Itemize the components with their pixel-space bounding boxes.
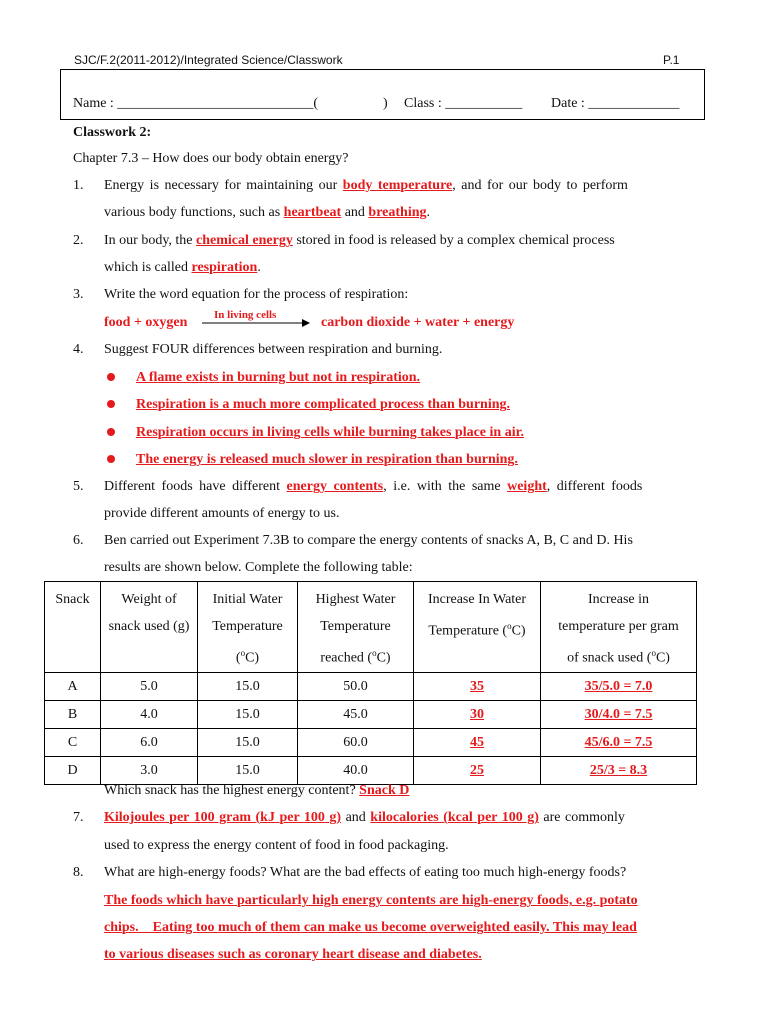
q5-line2: provide different amounts of energy to us. [104,506,340,521]
cell-increase: 45 [414,728,541,756]
chapter-heading: Chapter 7.3 – How does our body obtain energy? [73,151,349,166]
difference-4: The energy is released much slower in respiration than burning. [136,452,518,467]
class-field: Class : ___________ [404,96,523,111]
answer-body-temperature: body temperature [342,178,453,193]
q6-line2: results are shown below. Complete the following table: [104,560,413,575]
table-row [45,672,697,700]
bullet-icon [107,428,115,436]
cell-weight: 6.0 [101,728,198,756]
cell-weight: 3.0 [101,756,198,784]
q8-answer-line3: to various diseases such as coronary heart disease and diabetes. [104,947,482,962]
q8-number: 8. [73,865,84,880]
equation-reactants: food + oxygen [104,315,188,330]
table-header-row [45,582,697,673]
q7-line1: Kilojoules per 100 gram (kJ per 100 g) and kilocalories (kcal per 100 g) are commonly [104,810,625,825]
cell-per-gram: 35/5.0 = 7.0 [541,672,697,700]
cell-initial: 15.0 [198,756,298,784]
q7-number: 7. [73,810,84,825]
bullet-icon [107,455,115,463]
header-page-number: P.1 [663,53,680,67]
header-highest-temp: Highest Water Temperature reached ($^o$C) [298,582,414,673]
cell-initial: 15.0 [198,672,298,700]
q4-number: 4. [73,342,84,357]
cell-per-gram: 45/6.0 = 7.5 [541,728,697,756]
q3-text: Write the word equation for the process of respiration: [104,287,409,302]
q6-number: 6. [73,533,84,548]
table-row [45,700,697,728]
cell-increase: 25 [414,756,541,784]
answer-chemical-energy: chemical energy [196,233,293,248]
cell-snack: B [45,700,101,728]
difference-3: Respiration occurs in living cells while burning takes place in air. [136,425,525,440]
answer-kilocalories: kilocalories (kcal per 100 g) [370,810,539,825]
q7-line2: used to express the energy content of food in food packaging. [104,838,449,853]
date-field: Date : _____________ [551,96,680,111]
equation-products: carbon dioxide + water + energy [321,315,515,330]
cell-increase: 35 [414,672,541,700]
q3-number: 3. [73,287,84,302]
header-course: SJC/F.2(2011-2012)/Integrated Science/Classwork [74,53,343,67]
cell-highest: 40.0 [298,756,414,784]
bullet-icon [107,373,115,381]
name-box [60,69,705,120]
header-increase-per-gram: Increase in temperature per gram of snack used ($^o$C) [541,582,697,673]
q8-text: What are high-energy foods? What are the bad effects of eating too much high-energy foods? [104,865,627,880]
difference-1: A flame exists in burning but not in respiration. [136,370,421,385]
cell-snack: C [45,728,101,756]
q1-line1: Energy is necessary for maintaining our body temperature, and for our body to perform [104,178,628,193]
arrow-condition-label: In living cells [214,309,277,321]
answer-heartbeat: heartbeat [283,205,342,220]
answer-weight: weight [507,479,547,494]
cell-increase: 30 [414,700,541,728]
q8-answer-line2: chips. Eating too much of them can make us become overweighted easily. This may lead [104,920,637,935]
q5-line1: Different foods have different energy contents, i.e. with the same weight, different foods [104,479,643,494]
header-snack: Snack [45,582,101,673]
cell-highest: 60.0 [298,728,414,756]
header-weight: Weight of snack used (g) [101,582,198,673]
header-increase-temp: Increase In Water Temperature ($^o$C) [414,582,541,673]
q2-line1: In our body, the chemical energy stored in food is released by a complex chemical process [104,233,615,248]
cell-snack: D [45,756,101,784]
q6-line1: Ben carried out Experiment 7.3B to compare the energy contents of snacks A, B, C and D. His [104,533,633,548]
difference-2: Respiration is a much more complicated process than burning. [136,397,510,412]
cell-snack: A [45,672,101,700]
classwork-title: Classwork 2: [73,125,152,140]
arrow-right-icon [202,309,312,329]
table-row [45,728,697,756]
cell-initial: 15.0 [198,728,298,756]
cell-highest: 45.0 [298,700,414,728]
cell-initial: 15.0 [198,700,298,728]
cell-per-gram: 25/3 = 8.3 [541,756,697,784]
answer-respiration: respiration [191,260,258,275]
header-initial-temp: Initial Water Temperature ($^o$C) [198,582,298,673]
class-number-paren: ) [383,96,388,111]
q8-answer-line1: The foods which have particularly high energy contents are high-energy foods, e.g. potato [104,893,638,908]
answer-highest-snack: Snack D [359,783,410,798]
q6-followup: Which snack has the highest energy content? Snack D [104,783,410,798]
reaction-arrow [202,309,312,329]
name-field: Name : ____________________________( [73,96,318,111]
answer-kilojoules: Kilojoules per 100 gram (kJ per 100 g) [104,810,342,825]
q1-line2: various body functions, such as heartbeat and breathing. [104,205,431,220]
answer-breathing: breathing [368,205,427,220]
cell-highest: 50.0 [298,672,414,700]
q2-number: 2. [73,233,84,248]
q5-number: 5. [73,479,84,494]
cell-per-gram: 30/4.0 = 7.5 [541,700,697,728]
q1-number: 1. [73,178,84,193]
answer-energy-contents: energy contents [286,479,384,494]
results-table [44,581,697,785]
table-row [45,756,697,784]
cell-weight: 5.0 [101,672,198,700]
q2-line2: which is called respiration. [104,260,261,275]
q4-text: Suggest FOUR differences between respiration and burning. [104,342,443,357]
cell-weight: 4.0 [101,700,198,728]
bullet-icon [107,400,115,408]
